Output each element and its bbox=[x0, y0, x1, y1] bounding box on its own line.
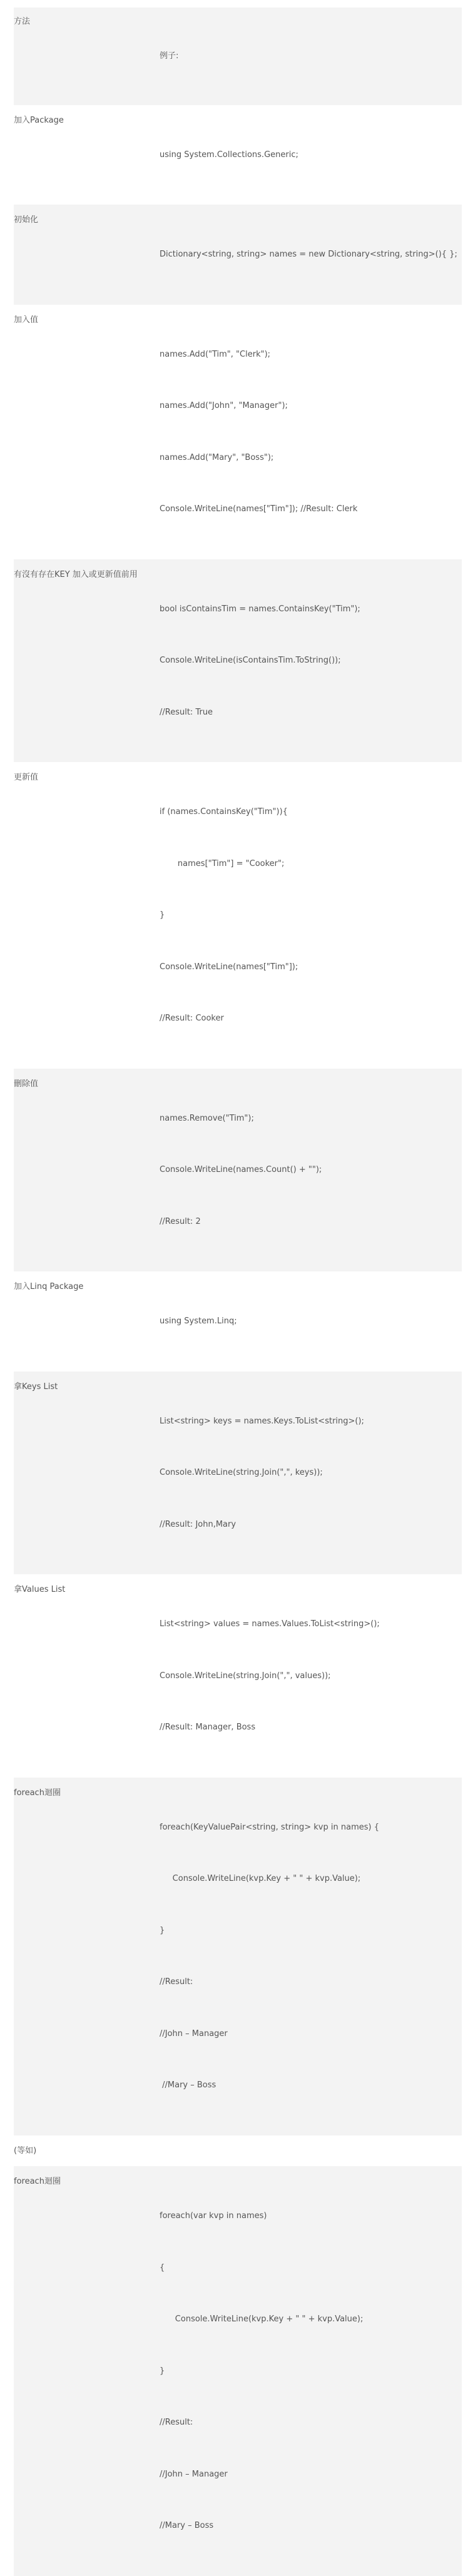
code-line: //Mary – Boss bbox=[160, 2521, 214, 2530]
code-line: foreach(KeyValuePair<string, string> kvp in names) { bbox=[160, 1822, 379, 1832]
example-cell bbox=[160, 2142, 462, 2160]
code-line: //John – Manager bbox=[160, 2469, 228, 2479]
code-line: //Result: True bbox=[160, 707, 213, 717]
separator-row bbox=[14, 2136, 462, 2167]
method-cell: 初始化 bbox=[14, 215, 39, 225]
code-line: //Result: bbox=[160, 2418, 193, 2427]
table-row bbox=[14, 1372, 462, 1575]
method-cell: foreach迴圈 bbox=[14, 1788, 61, 1798]
code-line: Console.WriteLine(names.Count() + ""); bbox=[160, 1165, 322, 1174]
code-line: Console.WriteLine(string.Join(",", keys)); bbox=[160, 1468, 323, 1477]
code-line: //Mary – Boss bbox=[160, 2080, 216, 2090]
code-line: //Result: Manager, Boss bbox=[160, 1723, 256, 1732]
example-cell bbox=[160, 1076, 462, 1265]
code-line: //Result: John,Mary bbox=[160, 1519, 237, 1529]
example-cell bbox=[160, 211, 462, 298]
code-line: Console.WriteLine(kvp.Key + " " + kvp.Value); bbox=[160, 1874, 361, 1883]
code-line: Console.WriteLine(names["Tim"]); bbox=[160, 962, 298, 972]
table-row bbox=[14, 559, 462, 763]
table-row bbox=[14, 762, 462, 1069]
table-row bbox=[14, 305, 462, 559]
code-line: } bbox=[160, 1925, 165, 1935]
table-row bbox=[14, 1069, 462, 1272]
method-cell: 有沒有存在KEY 加入或更新值前用 bbox=[14, 569, 138, 579]
code-line: names.Remove("Tim"); bbox=[160, 1113, 254, 1123]
code-line: //John – Manager bbox=[160, 2029, 228, 2039]
header-method: 方法 bbox=[14, 17, 31, 26]
method-cell: 加入Package bbox=[14, 115, 64, 125]
table-row bbox=[14, 2166, 462, 2576]
example-cell bbox=[160, 2173, 462, 2569]
code-line: names.Add("Tim", "Clerk"); bbox=[160, 349, 271, 359]
table-row bbox=[14, 1778, 462, 2136]
example-cell bbox=[160, 769, 462, 1062]
code-line: //Result: Cooker bbox=[160, 1014, 224, 1023]
code-line: foreach(var kvp in names) bbox=[160, 2211, 267, 2221]
code-line: Console.WriteLine(names["Tim"]); //Result: Clerk bbox=[160, 504, 358, 514]
table-row bbox=[14, 1271, 462, 1372]
table-row bbox=[14, 1574, 462, 1778]
code-line: List<string> keys = names.Keys.ToList<string>(); bbox=[160, 1416, 364, 1426]
example-cell bbox=[160, 1784, 462, 2129]
code-line: //Result: bbox=[160, 1977, 193, 1987]
header-example bbox=[160, 13, 462, 99]
code-line: } bbox=[160, 910, 165, 920]
code-line: { bbox=[160, 2263, 165, 2273]
code-line: Console.WriteLine(isContainsTim.ToString()); bbox=[160, 656, 341, 665]
example-cell bbox=[160, 312, 462, 552]
dictionary-methods-table bbox=[14, 8, 462, 2576]
method-cell: 更新值 bbox=[14, 773, 39, 782]
code-line: Console.WriteLine(string.Join(",", values)); bbox=[160, 1671, 331, 1681]
code-line: //Result: 2 bbox=[160, 1216, 201, 1226]
code-line: } bbox=[160, 2366, 165, 2376]
example-cell bbox=[160, 1378, 462, 1568]
code-line: using System.Collections.Generic; bbox=[160, 150, 298, 160]
example-cell bbox=[160, 112, 462, 198]
table-row bbox=[14, 205, 462, 305]
code-line: names.Add("John", "Manager"); bbox=[160, 401, 288, 410]
table-header-row bbox=[14, 8, 462, 105]
code-line: Dictionary<string, string> names = new Dictionary<string, string>(){ }; bbox=[160, 250, 457, 259]
code-line: List<string> values = names.Values.ToList<string>(); bbox=[160, 1619, 380, 1629]
method-cell: 拿Values List bbox=[14, 1585, 66, 1594]
code-line: Console.WriteLine(kvp.Key + " " + kvp.Value); bbox=[160, 2314, 364, 2324]
example-cell bbox=[160, 566, 462, 756]
method-cell: 刪除值 bbox=[14, 1079, 39, 1089]
method-cell: 拿Keys List bbox=[14, 1382, 58, 1392]
example-cell bbox=[160, 1278, 462, 1365]
method-cell: foreach迴圈 bbox=[14, 2177, 61, 2186]
code-line: using System.Linq; bbox=[160, 1316, 237, 1326]
table-row bbox=[14, 105, 462, 205]
code-line: if (names.ContainsKey("Tim")){ bbox=[160, 807, 288, 817]
code-line: names["Tim"] = "Cooker"; bbox=[160, 858, 285, 868]
code-line: 例子: bbox=[160, 51, 179, 61]
code-line: names.Add("Mary", "Boss"); bbox=[160, 452, 274, 462]
equivalent-label: (等如) bbox=[14, 2146, 37, 2156]
code-line: bool isContainsTim = names.ContainsKey("Tim"); bbox=[160, 604, 360, 614]
example-cell bbox=[160, 1581, 462, 1771]
method-cell: 加入Linq Package bbox=[14, 1282, 84, 1291]
method-cell: 加入值 bbox=[14, 315, 39, 325]
